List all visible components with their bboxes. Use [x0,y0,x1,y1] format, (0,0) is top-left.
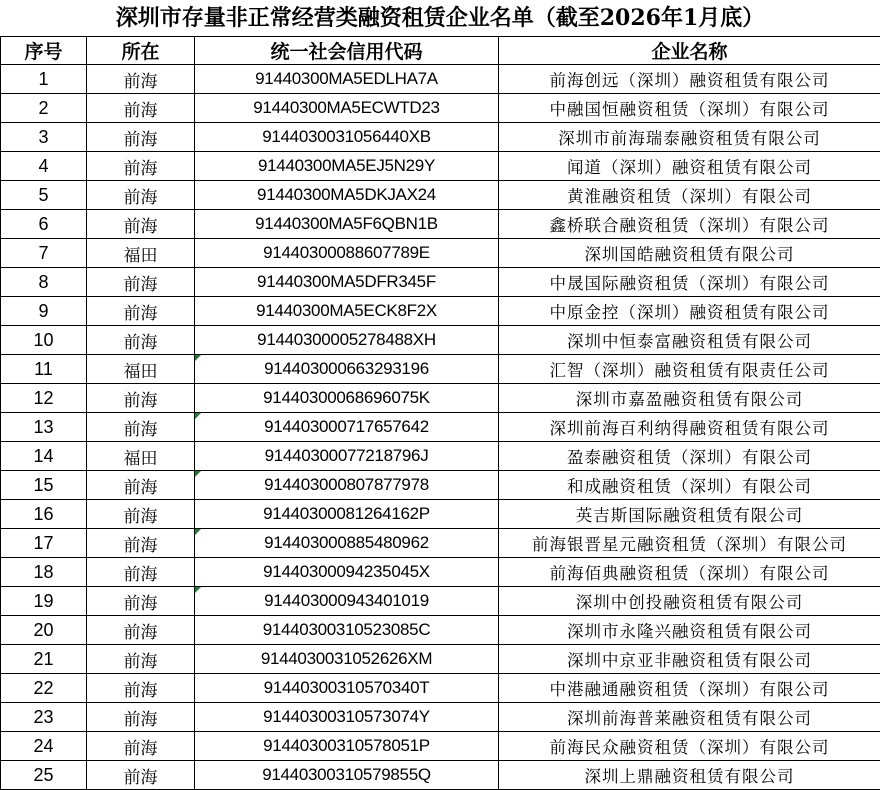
cell-code[interactable]: 91440300310523085C [195,616,499,645]
table-row [1,703,880,732]
header-seq[interactable]: 序号 [1,37,87,65]
cell-code[interactable]: 914403000885480962 [195,529,499,558]
cell-seq[interactable]: 17 [1,529,87,558]
table-row [1,123,880,152]
table-row [1,384,880,413]
cell-seq[interactable]: 11 [1,355,87,384]
cell-area[interactable]: 前海 [87,413,195,442]
cell-code[interactable]: 91440300310579855Q [195,761,499,790]
table-row [1,210,880,239]
cell-area[interactable]: 前海 [87,181,195,210]
cell-area[interactable]: 前海 [87,558,195,587]
cell-name[interactable]: 深圳前海普莱融资租赁有限公司 [499,703,880,732]
page-title: 深圳市存量非正常经营类融资租赁企业名单（截至2026年1月底） [0,0,880,36]
cell-seq[interactable]: 8 [1,268,87,297]
cell-code[interactable]: 91440300MA5F6QBN1B [195,210,499,239]
cell-area[interactable]: 前海 [87,674,195,703]
cell-name[interactable]: 汇智（深圳）融资租赁有限责任公司 [499,355,880,384]
cell-code[interactable]: 91440300005278488XH [195,326,499,355]
cell-seq[interactable]: 6 [1,210,87,239]
table-row [1,413,880,442]
cell-code[interactable]: 914403000943401019 [195,587,499,616]
cell-name[interactable]: 深圳中京亚非融资租赁有限公司 [499,645,880,674]
cell-code[interactable]: 91440300094235045X [195,558,499,587]
cell-seq[interactable]: 1 [1,65,87,94]
cell-area[interactable]: 福田 [87,355,195,384]
cell-code[interactable]: 914403000717657642 [195,413,499,442]
table-header-row [1,37,880,65]
cell-area[interactable]: 福田 [87,442,195,471]
cell-area[interactable]: 前海 [87,587,195,616]
cell-name[interactable]: 深圳前海百利纳得融资租赁有限公司 [499,413,880,442]
cell-area[interactable]: 前海 [87,732,195,761]
table-row [1,732,880,761]
header-code[interactable]: 统一社会信用代码 [195,37,499,65]
table-row [1,645,880,674]
cell-area[interactable]: 前海 [87,326,195,355]
cell-seq[interactable]: 2 [1,94,87,123]
cell-code[interactable]: 91440300068696075K [195,384,499,413]
cell-area[interactable]: 前海 [87,268,195,297]
cell-name[interactable]: 前海创远（深圳）融资租赁有限公司 [499,65,880,94]
cell-code[interactable]: 91440300088607789E [195,239,499,268]
cell-seq[interactable]: 15 [1,471,87,500]
cell-seq[interactable]: 10 [1,326,87,355]
table-row [1,761,880,790]
cell-area[interactable]: 前海 [87,761,195,790]
cell-name[interactable]: 深圳市永隆兴融资租赁有限公司 [499,616,880,645]
cell-name[interactable]: 英吉斯国际融资租赁有限公司 [499,500,880,529]
table-row [1,558,880,587]
cell-code[interactable]: 91440300MA5EDLHA7A [195,65,499,94]
cell-seq[interactable]: 20 [1,616,87,645]
cell-area[interactable]: 前海 [87,471,195,500]
table-row [1,152,880,181]
table-row [1,355,880,384]
cell-seq[interactable]: 24 [1,732,87,761]
cell-code[interactable]: 91440300310573074Y [195,703,499,732]
table-row [1,442,880,471]
cell-name[interactable]: 鑫桥联合融资租赁（深圳）有限公司 [499,210,880,239]
cell-seq[interactable]: 5 [1,181,87,210]
cell-seq[interactable]: 16 [1,500,87,529]
cell-area[interactable]: 前海 [87,384,195,413]
table-row [1,297,880,326]
cell-area[interactable]: 前海 [87,297,195,326]
table-row [1,239,880,268]
cell-seq[interactable]: 14 [1,442,87,471]
cell-seq[interactable]: 9 [1,297,87,326]
enterprise-table [0,36,880,790]
cell-code[interactable]: 9144030031056440XB [195,123,499,152]
cell-area[interactable]: 前海 [87,616,195,645]
cell-name[interactable]: 深圳市前海瑞泰融资租赁有限公司 [499,123,880,152]
cell-code[interactable]: 91440300081264162P [195,500,499,529]
cell-code[interactable]: 91440300MA5ECWTD23 [195,94,499,123]
cell-area[interactable]: 前海 [87,123,195,152]
cell-code[interactable]: 9144030031052626XM [195,645,499,674]
cell-seq[interactable]: 7 [1,239,87,268]
cell-name[interactable]: 深圳国皓融资租赁有限公司 [499,239,880,268]
cell-name[interactable]: 前海银晋星元融资租赁（深圳）有限公司 [499,529,880,558]
cell-code[interactable]: 91440300077218796J [195,442,499,471]
cell-name[interactable]: 深圳中创投融资租赁有限公司 [499,587,880,616]
cell-code[interactable]: 91440300MA5DFR345F [195,268,499,297]
cell-area[interactable]: 前海 [87,500,195,529]
cell-name[interactable]: 前海民众融资租赁（深圳）有限公司 [499,732,880,761]
cell-name[interactable]: 深圳上鼎融资租赁有限公司 [499,761,880,790]
table-row [1,326,880,355]
cell-code[interactable]: 91440300MA5EJ5N29Y [195,152,499,181]
cell-seq[interactable]: 23 [1,703,87,732]
cell-area[interactable]: 前海 [87,210,195,239]
cell-name[interactable]: 盈泰融资租赁（深圳）有限公司 [499,442,880,471]
table-row [1,94,880,123]
cell-seq[interactable]: 3 [1,123,87,152]
cell-name[interactable]: 黄淮融资租赁（深圳）有限公司 [499,181,880,210]
cell-name[interactable]: 深圳中恒泰富融资租赁有限公司 [499,326,880,355]
table-row [1,500,880,529]
cell-code[interactable]: 91440300MA5DKJAX24 [195,181,499,210]
cell-code[interactable]: 91440300310578051P [195,732,499,761]
cell-area[interactable]: 福田 [87,239,195,268]
cell-area[interactable]: 前海 [87,645,195,674]
cell-name[interactable]: 闻道（深圳）融资租赁有限公司 [499,152,880,181]
table-row [1,65,880,94]
cell-name[interactable]: 中融国恒融资租赁（深圳）有限公司 [499,94,880,123]
cell-name[interactable]: 深圳市嘉盈融资租赁有限公司 [499,384,880,413]
cell-area[interactable]: 前海 [87,94,195,123]
cell-code[interactable]: 91440300310570340T [195,674,499,703]
cell-area[interactable]: 前海 [87,65,195,94]
cell-seq[interactable]: 25 [1,761,87,790]
header-area[interactable]: 所在 [87,37,195,65]
cell-area[interactable]: 前海 [87,703,195,732]
table-row [1,674,880,703]
cell-seq[interactable]: 13 [1,413,87,442]
table-row [1,529,880,558]
table-row [1,587,880,616]
cell-area[interactable]: 前海 [87,529,195,558]
cell-area[interactable]: 前海 [87,152,195,181]
cell-name[interactable]: 中原金控（深圳）融资租赁有限公司 [499,297,880,326]
table-body [1,65,880,790]
table-row [1,181,880,210]
cell-seq[interactable]: 4 [1,152,87,181]
cell-name[interactable]: 前海佰典融资租赁（深圳）有限公司 [499,558,880,587]
cell-name[interactable]: 中港融通融资租赁（深圳）有限公司 [499,674,880,703]
cell-seq[interactable]: 19 [1,587,87,616]
cell-seq[interactable]: 21 [1,645,87,674]
cell-code[interactable]: 914403000807877978 [195,471,499,500]
table-row [1,616,880,645]
table-row [1,471,880,500]
cell-seq[interactable]: 12 [1,384,87,413]
cell-code[interactable]: 91440300MA5ECK8F2X [195,297,499,326]
header-name[interactable]: 企业名称 [499,37,880,65]
cell-seq[interactable]: 18 [1,558,87,587]
cell-seq[interactable]: 22 [1,674,87,703]
cell-code[interactable]: 914403000663293196 [195,355,499,384]
cell-name[interactable]: 中晟国际融资租赁（深圳）有限公司 [499,268,880,297]
table-row [1,268,880,297]
cell-name[interactable]: 和成融资租赁（深圳）有限公司 [499,471,880,500]
